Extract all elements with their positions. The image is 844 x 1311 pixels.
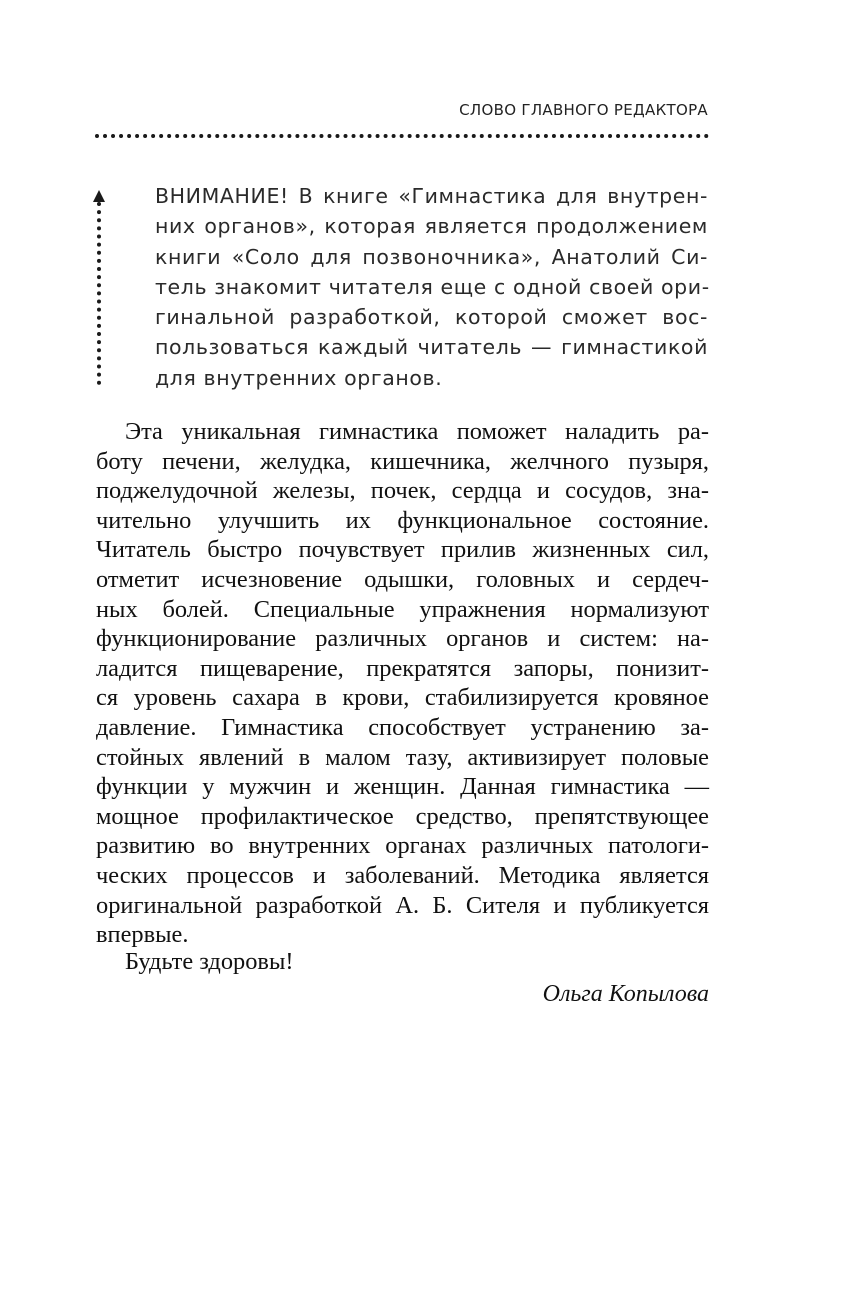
callout-line: для внутренних органов. [155, 365, 443, 390]
callout-line: тель знакомит читателя еще с одной своей ори- [155, 274, 710, 299]
body-line: чительно улучшить их функциональное состояние. [96, 506, 709, 534]
greeting: Будьте здоровы! [125, 948, 294, 975]
arrow-up-icon [93, 190, 105, 202]
body-paragraph [96, 417, 709, 950]
running-head: СЛОВО ГЛАВНОГО РЕДАКТОРА [459, 101, 708, 119]
body-line: отметит исчезновение одышки, головных и сердеч- [96, 565, 709, 593]
callout-marker [91, 190, 107, 386]
body-line: впервые. [96, 921, 189, 949]
callout-line: книги «Соло для позвоночника», Анатолий Си- [155, 244, 708, 269]
body-line: функции у мужчин и женщин. Данная гимнастика — [96, 773, 709, 801]
dotted-header-rule [95, 134, 709, 138]
callout-line: ВНИМАНИЕ! В книге «Гимнастика для внутрен- [155, 184, 708, 208]
body-line: стойных явлений в малом тазу, активизирует половые [96, 743, 709, 771]
callout-line: них органов», которая является продолжением [155, 214, 708, 239]
body-line: ных болей. Специальные упражнения нормализуют [96, 595, 709, 623]
body-line: поджелудочной железы, почек, сердца и сосудов, зна- [96, 477, 709, 505]
body-line: ладится пищеварение, прекратятся запоры, понизит- [96, 654, 709, 682]
body-line: ся уровень сахара в крови, стабилизируется кровяное [96, 684, 709, 712]
attention-callout [155, 181, 708, 393]
body-line: развитию во внутренних органах различных патологи- [96, 832, 709, 860]
body-line: оригинальной разработкой А. Б. Сителя и публикуется [96, 891, 709, 919]
callout-line: гинальной разработкой, которой сможет вос- [155, 305, 708, 330]
body-line: мощное профилактическое средство, препятствующее [96, 802, 709, 830]
body-line: функционирование различных органов и систем: на- [96, 625, 709, 653]
signature: Ольга Копылова [542, 981, 709, 1007]
body-line: Эта уникальная гимнастика поможет наладить ра- [125, 418, 709, 445]
body-line: боту печени, желудка, кишечника, желчного пузыря, [96, 447, 709, 475]
body-line: давление. Гимнастика способствует устранению за- [96, 713, 709, 741]
body-line: Читатель быстро почувствует прилив жизненных сил, [96, 536, 709, 564]
callout-line: пользоваться каждый читатель — гимнастикой [155, 335, 708, 360]
dotted-vertical-rule [97, 202, 101, 385]
body-line: ческих процессов и заболеваний. Методика является [96, 861, 709, 889]
